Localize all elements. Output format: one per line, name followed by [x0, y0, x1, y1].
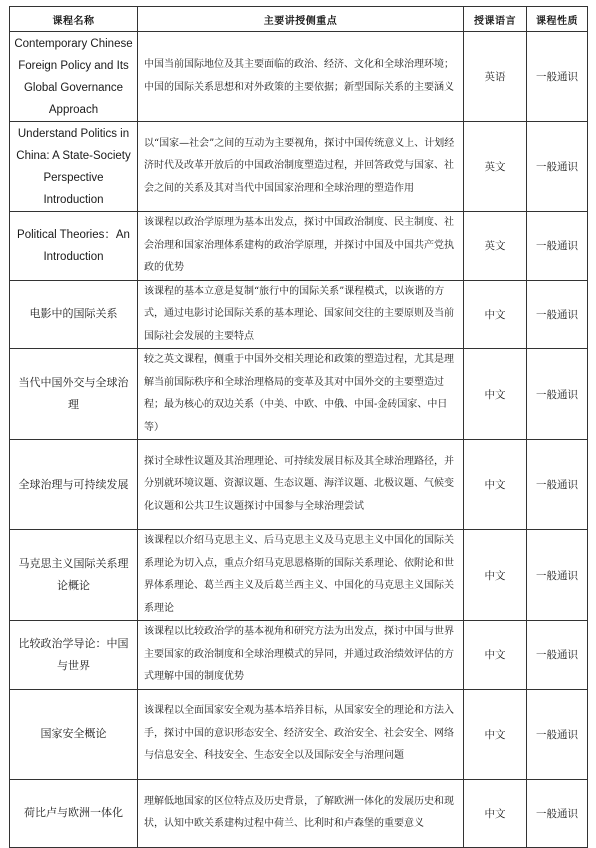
header-course-name: 课程名称 [10, 7, 138, 32]
course-nature: 一般通识 [527, 689, 588, 779]
course-name: 国家安全概论 [10, 689, 138, 779]
course-focus: 较之英文课程，侧重于中国外交相关理论和政策的塑造过程，尤其是理解当前国际秩序和全球治理格局的变革及其对中国外交的主要塑造过程；最为核心的双边关系（中美、中欧、中俄、中国-金砖国家、中日等） [138, 349, 464, 440]
table-row [10, 280, 588, 349]
header-focus: 主要讲授侧重点 [138, 7, 464, 32]
course-nature: 一般通识 [527, 349, 588, 440]
course-name: 电影中的国际关系 [10, 280, 138, 349]
course-name: 当代中国外交与全球治理 [10, 349, 138, 440]
course-name: Political Theories：An Introduction [10, 212, 138, 281]
course-name: 比较政治学导论：中国与世界 [10, 621, 138, 690]
course-focus: 该课程以比较政治学的基本视角和研究方法为出发点，探讨中国与世界主要国家的政治制度和全球治理模式的异同，并通过政治绩效评估的方式理解中国的制度优势 [138, 621, 464, 690]
course-focus: 以“国家—社会”之间的互动为主要视角，探讨中国传统意义上、计划经济时代及改革开放后的中国政治制度塑造过程，并回答政党与国家、社会之间的关系及其对当代中国国家治理和全球治理的塑造作用 [138, 122, 464, 212]
course-focus: 理解低地国家的区位特点及历史背景，了解欧洲一体化的发展历史和现状，认知中欧关系建构过程中荷兰、比利时和卢森堡的重要意义 [138, 779, 464, 847]
table-row [10, 779, 588, 847]
course-language: 中文 [464, 349, 527, 440]
course-name: Contemporary Chinese Foreign Policy and Its Global Governance Approach [10, 32, 138, 122]
table-row [10, 32, 588, 122]
table-row [10, 689, 588, 779]
course-focus: 该课程的基本立意是复制“旅行中的国际关系”课程模式，以诙谐的方式，通过电影讨论国际关系的基本理论、国家间交往的主要原则及当前国际社会发展的主要特点 [138, 280, 464, 349]
course-focus: 该课程以介绍马克思主义、后马克思主义及马克思主义中国化的国际关系理论为切入点，重点介绍马克思恩格斯的国际关系理论、依附论和世界体系理论、葛兰西主义及后葛兰西主义、中国化的马克思主义国际关系理论 [138, 530, 464, 621]
course-nature: 一般通识 [527, 530, 588, 621]
course-language: 英语 [464, 32, 527, 122]
course-nature: 一般通识 [527, 122, 588, 212]
header-nature: 课程性质 [527, 7, 588, 32]
table-row [10, 530, 588, 621]
course-nature: 一般通识 [527, 32, 588, 122]
course-nature: 一般通识 [527, 280, 588, 349]
course-nature: 一般通识 [527, 779, 588, 847]
course-focus: 该课程以全面国家安全观为基本培养目标，从国家安全的理论和方法入手，探讨中国的意识形态安全、经济安全、政治安全、社会安全、网络与信息安全、科技安全、生态安全以及国际安全与治理问题 [138, 689, 464, 779]
course-nature: 一般通识 [527, 212, 588, 281]
course-language: 英文 [464, 122, 527, 212]
course-language: 中文 [464, 621, 527, 690]
course-language: 英文 [464, 212, 527, 281]
course-focus: 中国当前国际地位及其主要面临的政治、经济、文化和全球治理环境；中国的国际关系思想和对外政策的主要依据；新型国际关系的主要涵义 [138, 32, 464, 122]
course-name: 荷比卢与欧洲一体化 [10, 779, 138, 847]
course-table [9, 6, 588, 848]
table-row [10, 349, 588, 440]
course-name: 全球治理与可持续发展 [10, 440, 138, 530]
course-language: 中文 [464, 779, 527, 847]
header-language: 授课语言 [464, 7, 527, 32]
course-language: 中文 [464, 280, 527, 349]
table-row [10, 122, 588, 212]
table-row [10, 440, 588, 530]
course-language: 中文 [464, 440, 527, 530]
course-focus: 该课程以政治学原理为基本出发点，探讨中国政治制度、民主制度、社会治理和国家治理体系建构的政治学原理，并探讨中国及中国共产党执政的优势 [138, 212, 464, 281]
course-nature: 一般通识 [527, 621, 588, 690]
table-row [10, 212, 588, 281]
course-language: 中文 [464, 689, 527, 779]
course-nature: 一般通识 [527, 440, 588, 530]
course-name: 马克思主义国际关系理论概论 [10, 530, 138, 621]
course-language: 中文 [464, 530, 527, 621]
course-name: Understand Politics in China: A State-Society Perspective Introduction [10, 122, 138, 212]
course-focus: 探讨全球性议题及其治理理论、可持续发展目标及其全球治理路径，并分别就环境议题、资源议题、生态议题、海洋议题、北极议题、气候变化议题和公共卫生议题探讨中国参与全球治理尝试 [138, 440, 464, 530]
table-row [10, 621, 588, 690]
header-row [10, 7, 588, 32]
